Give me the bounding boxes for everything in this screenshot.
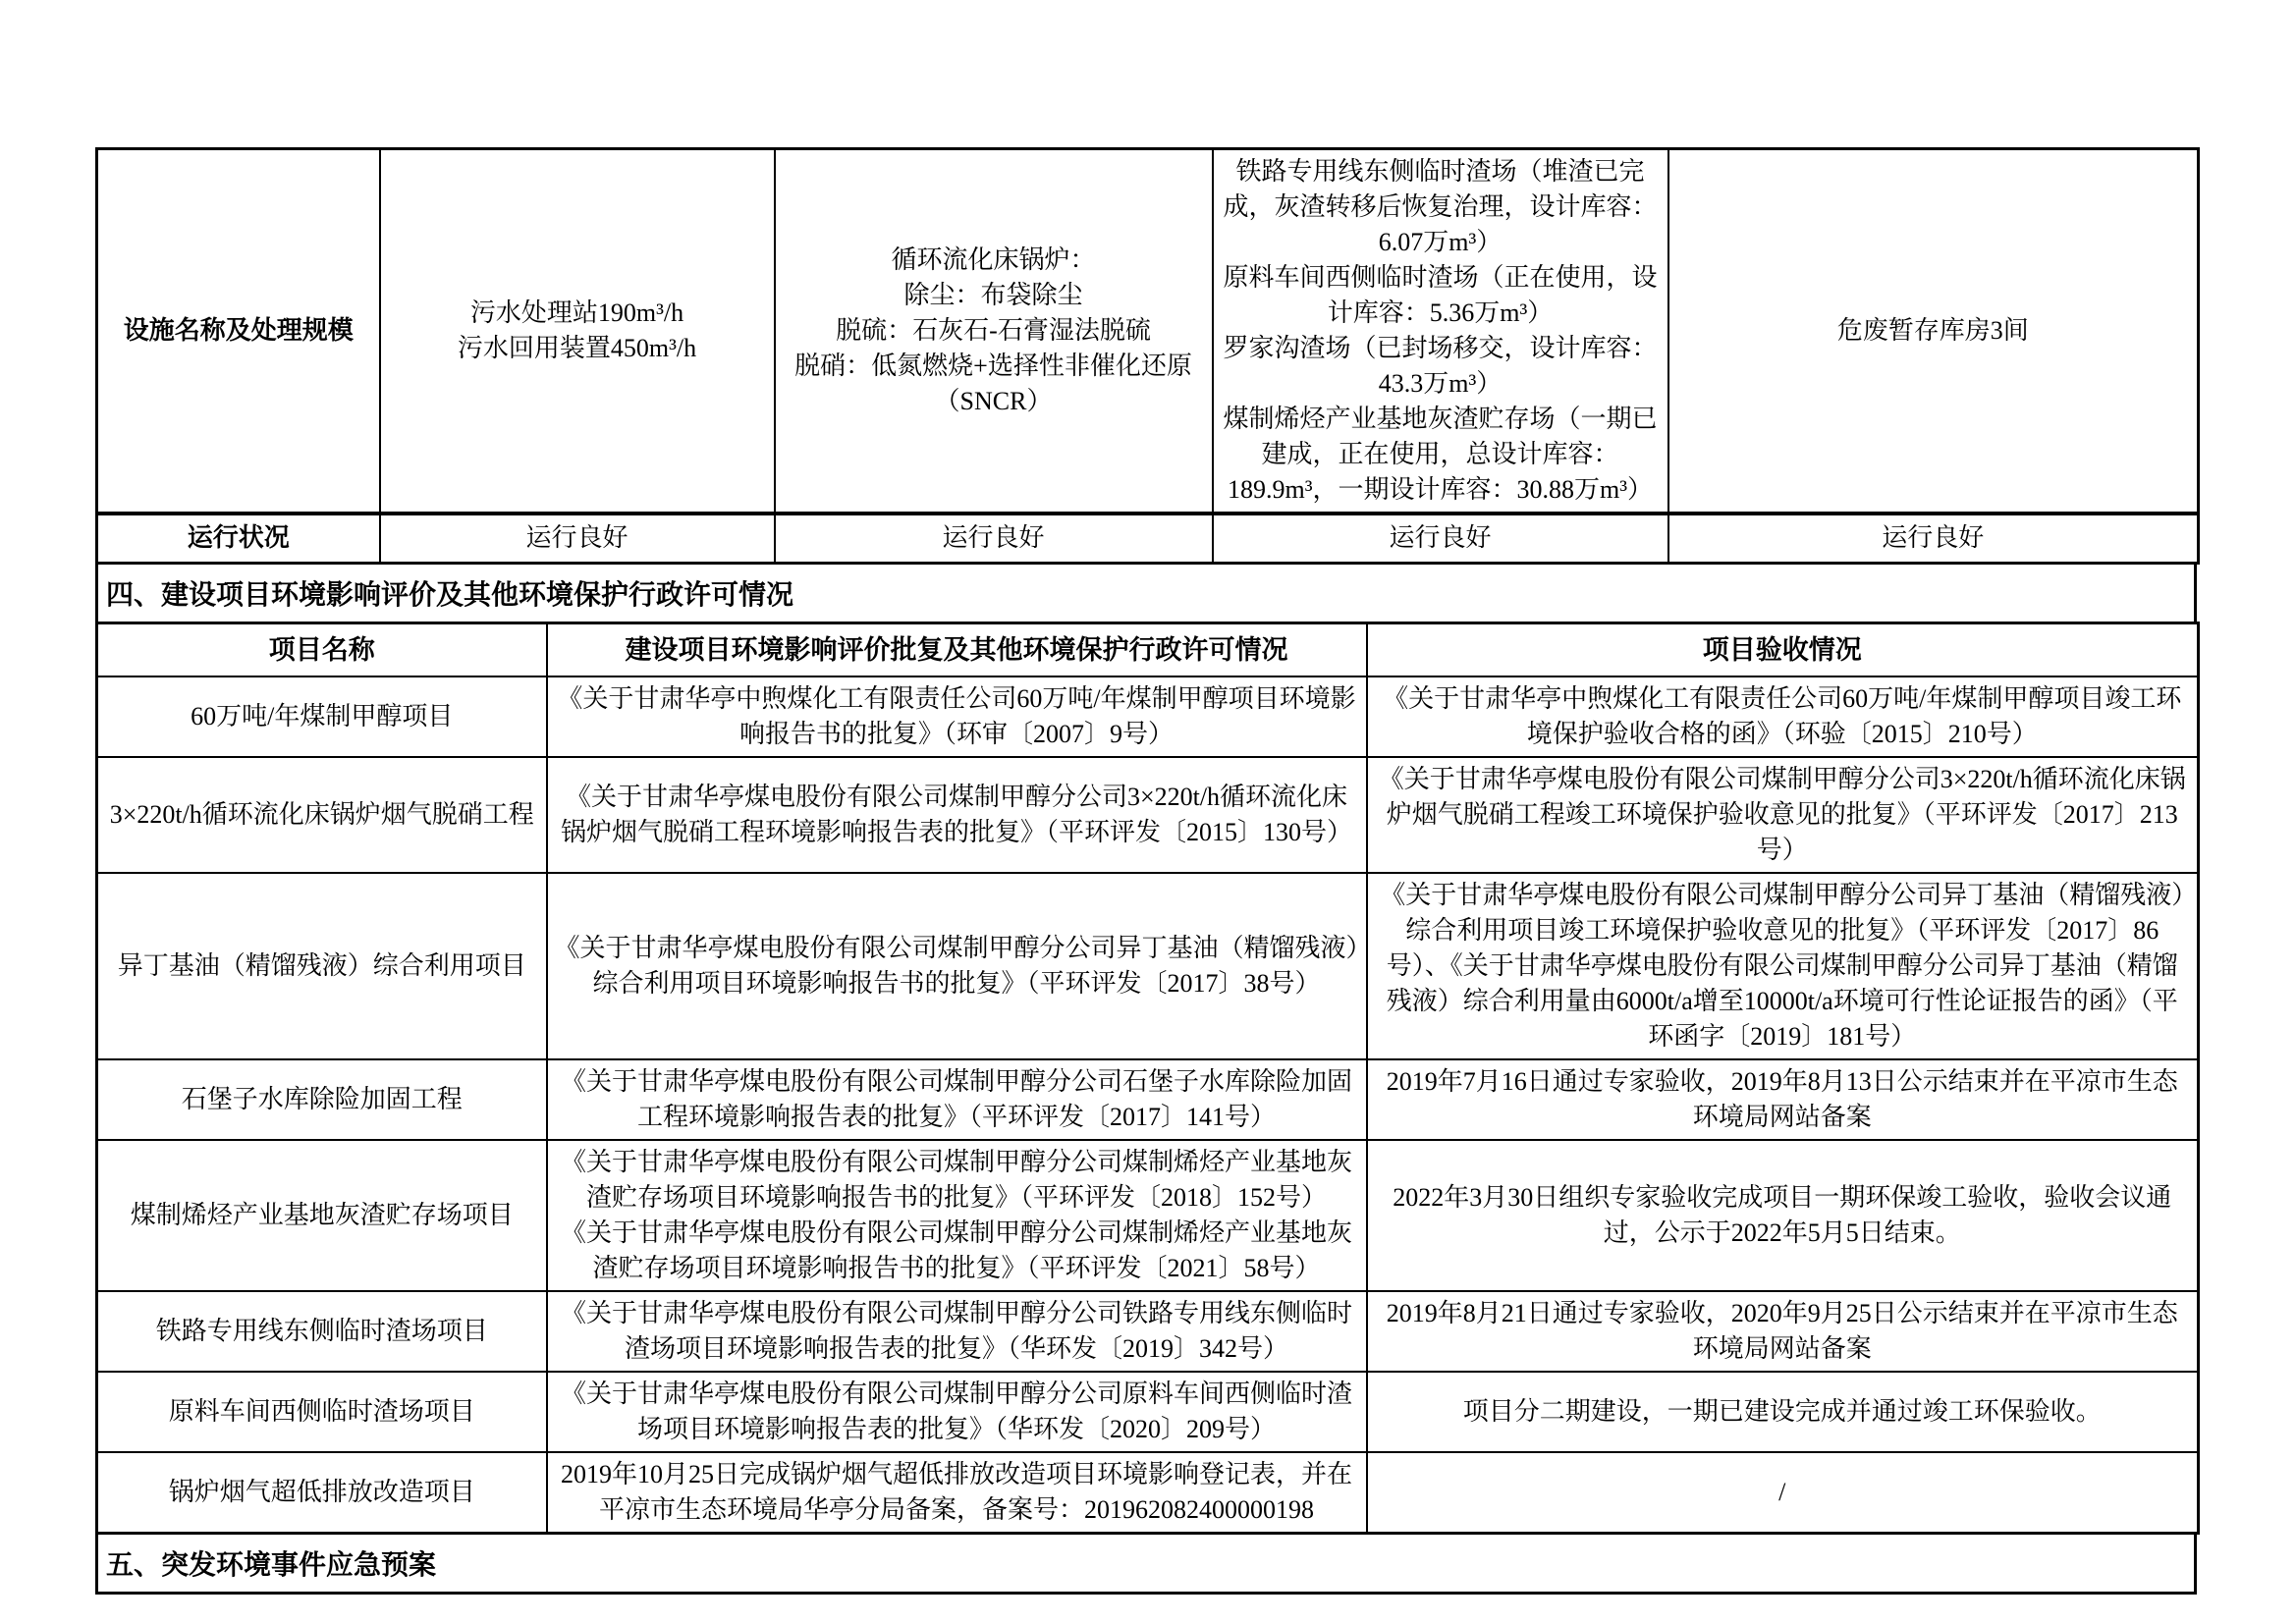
cell-hazardous-waste-storage: 危废暂存库房3间 xyxy=(1668,149,2199,514)
approval-paragraph: 《关于甘肃华亭煤电股份有限公司煤制甲醇分公司3×220t/h循环流化床锅炉烟气脱硝工程环境影响报告表的批复》（平环评发〔2015〕130号） xyxy=(560,783,1352,846)
cell-approval xyxy=(547,1140,1367,1291)
boiler-line: 脱硫：石灰石-石膏湿法脱硫 xyxy=(836,316,1151,345)
boiler-line: 循环流化床锅炉： xyxy=(891,245,1096,274)
cell-status: 运行良好 xyxy=(775,514,1213,563)
cell-project-name: 60万吨/年煤制甲醇项目 xyxy=(97,676,547,757)
col-header-acceptance: 项目验收情况 xyxy=(1367,622,2199,676)
cell-acceptance xyxy=(1367,676,2199,757)
approval-paragraph: 《关于甘肃华亭煤电股份有限公司煤制甲醇分公司原料车间西侧临时渣场项目环境影响报告表的批复》（华环发〔2020〕209号） xyxy=(560,1380,1352,1443)
acceptance-paragraph: 2019年8月21日通过专家验收，2020年9月25日公示结束并在平凉市生态环境局网站备案 xyxy=(1386,1299,2178,1363)
approval-paragraph: 《关于甘肃华亭中煦煤化工有限责任公司60万吨/年煤制甲醇项目环境影响报告书的批复》（环审〔2007〕9号） xyxy=(557,684,1356,748)
cell-approval xyxy=(547,1291,1367,1372)
facility-status-table xyxy=(95,147,2200,565)
approval-paragraph: 《关于甘肃华亭煤电股份有限公司煤制甲醇分公司煤制烯烃产业基地灰渣贮存场项目环境影响报告书的批复》（平环评发〔2018〕152号） xyxy=(560,1148,1352,1212)
cell-project-name: 铁路专用线东侧临时渣场项目 xyxy=(97,1291,547,1372)
cell-acceptance xyxy=(1367,873,2199,1059)
col-header-approval: 建设项目环境影响评价批复及其他环境保护行政许可情况 xyxy=(547,622,1367,676)
cell-slag-dumps xyxy=(1213,149,1668,514)
acceptance-paragraph: 2022年3月30日组织专家验收完成项目一期环保竣工验收，验收会议通过，公示于2022年5月5日结束。 xyxy=(1393,1183,2172,1247)
acceptance-paragraph: 《关于甘肃华亭煤电股份有限公司煤制甲醇分公司3×220t/h循环流化床锅炉烟气脱硝工程竣工环境保护验收意见的批复》（平环评发〔2017〕213号） xyxy=(1378,765,2186,864)
cell-acceptance xyxy=(1367,1452,2199,1534)
table-row xyxy=(97,873,2199,1059)
approval-paragraph: 《关于甘肃华亭煤电股份有限公司煤制甲醇分公司煤制烯烃产业基地灰渣贮存场项目环境影响报告书的批复》（平环评发〔2021〕58号） xyxy=(560,1218,1352,1282)
cell-project-name: 异丁基油（精馏残液）综合利用项目 xyxy=(97,873,547,1059)
table-row xyxy=(97,1059,2199,1140)
cell-status: 运行良好 xyxy=(1668,514,2199,563)
eia-approval-table xyxy=(95,622,2200,1536)
header-row xyxy=(97,622,2199,676)
dump-site: 罗家沟渣场（已封场移交，设计库容：43.3万m³） xyxy=(1223,334,1658,398)
table-row xyxy=(97,1372,2199,1452)
acceptance-paragraph: 《关于甘肃华亭煤电股份有限公司煤制甲醇分公司异丁基油（精馏残液）综合利用项目竣工环境保护验收意见的批复》（平环评发〔2017〕86号）、《关于甘肃华亭煤电股份有限公司煤制甲醇分公司异丁基油（精馏残液）综合利用量由6000t/a增至10000t/a环境可行性论证报告的函》（平环函字〔2019〕181号） xyxy=(1380,881,2185,1051)
cell-status: 运行良好 xyxy=(380,514,775,563)
cell-sewage-facilities xyxy=(380,149,775,514)
dump-site: 铁路专用线东侧临时渣场（堆渣已完成，灰渣转移后恢复治理，设计库容：6.07万m³） xyxy=(1223,157,1658,256)
boiler-line: 除尘：布袋除尘 xyxy=(903,281,1083,309)
table-row xyxy=(97,757,2199,873)
cell-boiler-treatment xyxy=(775,149,1213,514)
facility-row-label: 设施名称及处理规模 xyxy=(97,149,380,514)
table-row xyxy=(97,1452,2199,1534)
status-row-label: 运行状况 xyxy=(97,514,380,563)
cell-acceptance xyxy=(1367,1372,2199,1452)
cell-acceptance xyxy=(1367,1140,2199,1291)
sewage-line: 污水回用装置450m³/h xyxy=(457,334,697,362)
acceptance-paragraph: 2019年7月16日通过专家验收，2019年8月13日公示结束并在平凉市生态环境局网站备案 xyxy=(1386,1067,2178,1131)
dump-site: 煤制烯烃产业基地灰渣贮存场（一期已建成，正在使用，总设计库容：189.9m³，一期设计库容：30.88万m³） xyxy=(1223,405,1658,504)
cell-status: 运行良好 xyxy=(1213,514,1668,563)
table-row xyxy=(97,1291,2199,1372)
acceptance-paragraph: 《关于甘肃华亭中煦煤化工有限责任公司60万吨/年煤制甲醇项目竣工环境保护验收合格的函》（环验〔2015〕210号） xyxy=(1383,684,2182,748)
cell-approval xyxy=(547,1059,1367,1140)
cell-project-name: 3×220t/h循环流化床锅炉烟气脱硝工程 xyxy=(97,757,547,873)
acceptance-paragraph: / xyxy=(1778,1478,1786,1506)
facility-row xyxy=(97,149,2199,514)
cell-acceptance xyxy=(1367,757,2199,873)
section-heading-5: 五、突发环境事件应急预案 xyxy=(95,1532,2197,1595)
cell-approval xyxy=(547,873,1367,1059)
document-body xyxy=(95,147,2197,1595)
cell-project-name: 锅炉烟气超低排放改造项目 xyxy=(97,1452,547,1534)
approval-paragraph: 《关于甘肃华亭煤电股份有限公司煤制甲醇分公司铁路专用线东侧临时渣场项目环境影响报告表的批复》（华环发〔2019〕342号） xyxy=(560,1299,1352,1363)
cell-approval xyxy=(547,757,1367,873)
cell-project-name: 煤制烯烃产业基地灰渣贮存场项目 xyxy=(97,1140,547,1291)
col-header-project-name: 项目名称 xyxy=(97,622,547,676)
cell-acceptance xyxy=(1367,1291,2199,1372)
status-row xyxy=(97,514,2199,563)
cell-approval xyxy=(547,676,1367,757)
approval-paragraph: 《关于甘肃华亭煤电股份有限公司煤制甲醇分公司异丁基油（精馏残液）综合利用项目环境影响报告书的批复》（平环评发〔2017〕38号） xyxy=(554,934,1359,998)
table-row xyxy=(97,676,2199,757)
approval-paragraph: 《关于甘肃华亭煤电股份有限公司煤制甲醇分公司石堡子水库除险加固工程环境影响报告表的批复》（平环评发〔2017〕141号） xyxy=(560,1067,1352,1131)
acceptance-paragraph: 项目分二期建设，一期已建设完成并通过竣工环保验收。 xyxy=(1462,1397,2102,1426)
cell-approval xyxy=(547,1452,1367,1534)
table-row xyxy=(97,1140,2199,1291)
cell-approval xyxy=(547,1372,1367,1452)
cell-project-name: 原料车间西侧临时渣场项目 xyxy=(97,1372,547,1452)
cell-acceptance xyxy=(1367,1059,2199,1140)
section-heading-4: 四、建设项目环境影响评价及其他环境保护行政许可情况 xyxy=(95,562,2197,624)
cell-project-name: 石堡子水库除险加固工程 xyxy=(97,1059,547,1140)
approval-paragraph: 2019年10月25日完成锅炉烟气超低排放改造项目环境影响登记表，并在平凉市生态环境局华亭分局备案，备案号：201962082400000198 xyxy=(560,1460,1352,1524)
dump-site: 原料车间西侧临时渣场（正在使用，设计库容：5.36万m³） xyxy=(1223,263,1658,327)
sewage-line: 污水处理站190m³/h xyxy=(469,298,684,327)
boiler-line: 脱硝：低氮燃烧+选择性非催化还原（SNCR） xyxy=(794,352,1192,415)
